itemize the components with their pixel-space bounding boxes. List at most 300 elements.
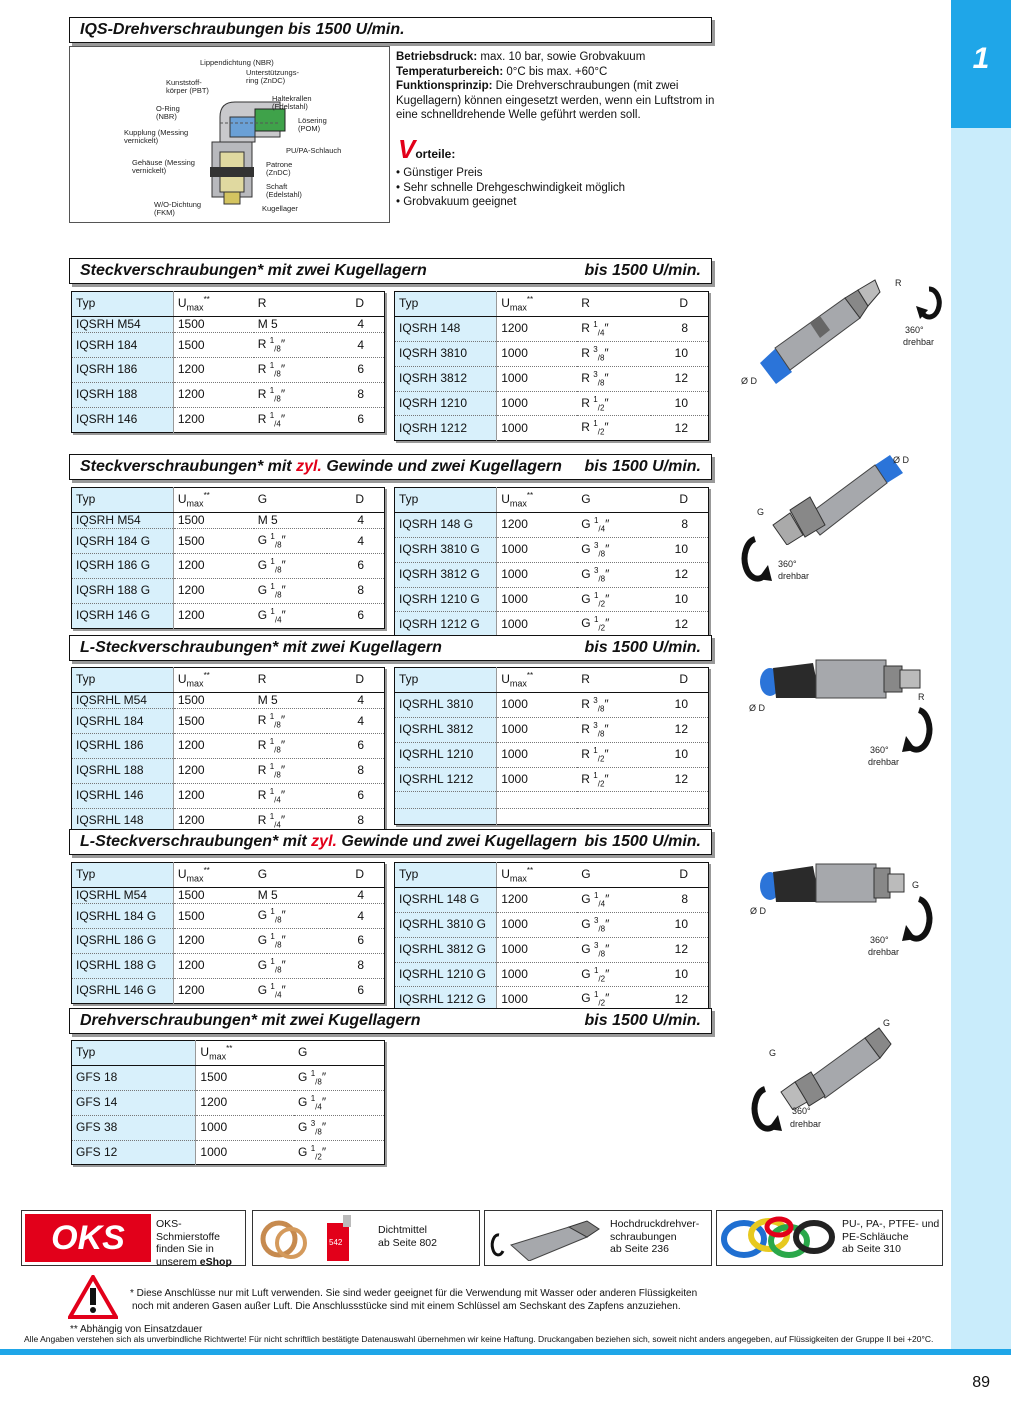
section-title: L-Steckverschraubungen* mit zyl. Gewinde und zwei Kugellagern xyxy=(80,833,577,850)
table-cell: M 5 xyxy=(254,512,328,529)
table-row xyxy=(72,929,385,954)
table-header-row xyxy=(395,668,709,693)
spec-funktion: Funktionsprinzip: Die Drehverschraubungen (mit zwei Kugellagern) können eingesetzt werden, wenn ein Luftstrom in eine schnelldrehende Welle geführt werden soll. xyxy=(396,80,715,121)
table-row xyxy=(72,604,385,629)
table-cell: G $^1_{/4}$″ xyxy=(577,887,651,912)
intro-header xyxy=(69,17,712,43)
table-cell: 1500 xyxy=(173,904,253,929)
column-header: D xyxy=(651,863,708,888)
table-cell xyxy=(651,792,708,809)
table-cell: G $^1_{/2}$″ xyxy=(577,612,651,637)
table-cell: 8 xyxy=(327,383,384,408)
table-row xyxy=(395,366,709,391)
table-cell: R $^1_{/4}$″ xyxy=(254,784,328,809)
table-row xyxy=(72,1065,385,1090)
table-row xyxy=(395,887,709,912)
table-cell: G $^3_{/8}$″ xyxy=(577,937,651,962)
table-cell: 6 xyxy=(327,979,384,1004)
table-cell: 1200 xyxy=(173,604,253,629)
table-cell: IQSRHL 188 xyxy=(72,759,174,784)
spec-table xyxy=(71,291,385,433)
table-cell: 6 xyxy=(327,358,384,383)
table-row xyxy=(72,358,385,383)
table-cell xyxy=(395,792,497,809)
label-schaft: Schaft (Edelstahl) xyxy=(266,182,302,199)
table-cell: R $^3_{/8}$″ xyxy=(577,341,651,366)
table-row xyxy=(72,512,385,529)
table-cell: 1000 xyxy=(497,767,578,792)
thread-label: G xyxy=(769,1048,777,1058)
table-cell: 1000 xyxy=(497,742,578,767)
table-cell: 12 xyxy=(651,767,708,792)
hochdruck-image xyxy=(489,1215,604,1261)
table-cell: GFS 18 xyxy=(72,1065,196,1090)
table-cell: 6 xyxy=(327,604,384,629)
column-header: Typ xyxy=(395,488,497,513)
table-row xyxy=(395,537,709,562)
table-row xyxy=(72,316,385,333)
ad-oks[interactable] xyxy=(21,1210,246,1266)
column-header: Typ xyxy=(72,863,174,888)
ad-text: Hochdruckdrehver- schraubungen ab Seite 236 xyxy=(610,1218,700,1255)
column-header: G xyxy=(577,863,651,888)
column-header: R xyxy=(577,292,651,317)
column-header: $U_{max}^{**}$ xyxy=(196,1041,294,1066)
table-row xyxy=(395,717,709,742)
column-header: R xyxy=(577,668,651,693)
table-cell: 8 xyxy=(651,887,708,912)
column-header: R xyxy=(254,668,328,693)
table-row xyxy=(72,784,385,809)
warning-icon xyxy=(68,1275,118,1319)
table-cell: 12 xyxy=(651,717,708,742)
table-cell: G $^1_{/8}$″ xyxy=(254,929,328,954)
spec-betriebsdruck: Betriebsdruck: max. 10 bar, sowie Grobvakuum xyxy=(396,51,646,63)
rotate-label: 360° xyxy=(905,325,924,335)
table-cell: IQSRH 146 G xyxy=(72,604,174,629)
table-cell: 1200 xyxy=(173,979,253,1004)
table-header-row xyxy=(72,1041,385,1066)
rotate-label: 360° xyxy=(870,745,889,755)
table-cell: IQSRHL 184 xyxy=(72,709,174,734)
table-cell: 6 xyxy=(327,929,384,954)
label-gehaeuse: Gehäuse (Messing vernickelt) xyxy=(132,158,195,175)
table-cell: 1500 xyxy=(173,333,253,358)
table-cell: G $^1_{/8}$″ xyxy=(254,904,328,929)
table-cell: 1500 xyxy=(173,692,253,709)
column-header: D xyxy=(651,488,708,513)
table-cell: 1200 xyxy=(196,1090,294,1115)
table-cell: IQSRH 184 G xyxy=(72,529,174,554)
table-cell: GFS 12 xyxy=(72,1140,196,1165)
product-image-elbow-g xyxy=(758,850,908,910)
table-cell: IQSRH 186 G xyxy=(72,554,174,579)
rotate-icon xyxy=(738,535,772,585)
table-cell: R $^3_{/8}$″ xyxy=(577,366,651,391)
table-cell: IQSRH M54 xyxy=(72,316,174,333)
diameter-label: Ø D xyxy=(750,906,767,916)
thread-label: G xyxy=(883,1018,891,1028)
diameter-label: Ø D xyxy=(749,703,766,713)
table-cell: IQSRH 188 G xyxy=(72,579,174,604)
table-cell: 10 xyxy=(651,742,708,767)
column-header: $U_{max}^{**}$ xyxy=(173,863,253,888)
table-cell: 6 xyxy=(327,784,384,809)
table-cell: 1000 xyxy=(497,416,578,441)
section-header xyxy=(69,829,712,855)
column-header: Typ xyxy=(395,292,497,317)
table-row xyxy=(395,391,709,416)
rotate-label: drehbar xyxy=(778,571,810,581)
section-header xyxy=(69,454,712,480)
section-speed: bis 1500 U/min. xyxy=(584,639,701,656)
table-cell: 12 xyxy=(651,937,708,962)
thread-label: R xyxy=(918,692,925,702)
table-row xyxy=(72,709,385,734)
table-cell: IQSRH 186 xyxy=(72,358,174,383)
table-cell xyxy=(497,808,578,825)
table-cell: IQSRH 3812 xyxy=(395,366,497,391)
column-header: G xyxy=(294,1041,384,1066)
table-cell: 4 xyxy=(327,512,384,529)
table-cell: 1000 xyxy=(497,717,578,742)
table-cell: 4 xyxy=(327,904,384,929)
ad-hochdruck[interactable] xyxy=(484,1210,712,1266)
ad-text: Dichtmittel ab Seite 802 xyxy=(378,1224,437,1249)
rotate-label: 360° xyxy=(792,1106,811,1116)
rotate-label: 360° xyxy=(870,935,889,945)
table-cell xyxy=(651,808,708,825)
table-cell: R $^1_{/8}$″ xyxy=(254,709,328,734)
table-cell: R $^1_{/8}$″ xyxy=(254,333,328,358)
section-speed: bis 1500 U/min. xyxy=(584,262,701,279)
table-cell: IQSRHL 3812 G xyxy=(395,937,497,962)
table-row xyxy=(395,692,709,717)
spec-table xyxy=(394,291,709,441)
warning-text: * Diese Anschlüsse nur mit Luft verwenden. Sie sind weder geeignet für die Verwendung mit Wasser oder anderen Flüssigkeiten noch mit anderen Gasen außer Luft. Die Anschlussstücke sind mit einem Schlüssel am Sechskant des Zapfens anzuziehen. xyxy=(130,1288,698,1312)
label-loesering: Lösering (POM) xyxy=(298,116,327,133)
table-cell: IQSRHL 186 G xyxy=(72,929,174,954)
footnote: ** Abhängig von Einsatzdauer xyxy=(70,1324,203,1335)
vorteil-item: • Sehr schnelle Drehgeschwindigkeit möglich xyxy=(396,181,626,194)
column-header: Typ xyxy=(72,1041,196,1066)
column-header: $U_{max}^{**}$ xyxy=(497,863,578,888)
table-cell: 1200 xyxy=(173,358,253,383)
table-cell: 1200 xyxy=(497,512,578,537)
table-cell: 10 xyxy=(651,537,708,562)
table-cell: 4 xyxy=(327,709,384,734)
label-kupplung: Kupplung (Messing vernickelt) xyxy=(124,128,189,145)
table-cell: G $^1_{/8}$″ xyxy=(254,579,328,604)
label-wo-dichtung: W/O-Dichtung (FKM) xyxy=(154,200,202,217)
table-row xyxy=(72,333,385,358)
table-cell: IQSRH 148 G xyxy=(395,512,497,537)
table-cell: M 5 xyxy=(254,316,328,333)
product-image-straight xyxy=(750,278,890,388)
label-o-ring: O-Ring (NBR) xyxy=(156,104,180,121)
spec-table xyxy=(394,667,709,825)
table-cell: 1000 xyxy=(497,692,578,717)
table-cell: 1000 xyxy=(497,341,578,366)
column-header: D xyxy=(327,863,384,888)
table-cell: G $^1_{/8}$″ xyxy=(254,529,328,554)
table-cell: R $^1_{/8}$″ xyxy=(254,383,328,408)
rotate-label: drehbar xyxy=(903,337,935,347)
table-row xyxy=(72,954,385,979)
table-cell: R $^1_{/8}$″ xyxy=(254,734,328,759)
table-cell: IQSRH 184 xyxy=(72,333,174,358)
table-row xyxy=(72,1115,385,1140)
label-schlauch: PU/PA-Schlauch xyxy=(286,146,342,155)
table-row xyxy=(395,808,709,825)
ad-text: OKS-Schmierstoffe finden Sie in unserem eShop xyxy=(156,1218,232,1268)
table-cell: 1200 xyxy=(173,808,253,833)
table-cell: 1200 xyxy=(173,784,253,809)
section-title: L-Steckverschraubungen* mit zwei Kugellagern xyxy=(80,639,442,656)
table-cell: G $^3_{/8}$″ xyxy=(577,537,651,562)
spec-temperatur: Temperaturbereich: 0°C bis max. +60°C xyxy=(396,65,608,78)
table-cell: R $^1_{/2}$″ xyxy=(577,391,651,416)
table-cell: R $^3_{/8}$″ xyxy=(577,692,651,717)
table-cell: 8 xyxy=(327,808,384,833)
table-cell: 12 xyxy=(651,366,708,391)
section-title: Drehverschraubungen* mit zwei Kugellagern xyxy=(80,1012,421,1029)
table-cell xyxy=(577,808,651,825)
table-row xyxy=(72,887,385,904)
table-cell: 12 xyxy=(651,416,708,441)
rotate-icon xyxy=(902,706,936,756)
column-header: $U_{max}^{**}$ xyxy=(497,488,578,513)
label-patrone: Patrone (ZnDC) xyxy=(266,160,293,177)
bottom-bar xyxy=(0,1349,1011,1355)
spec-table xyxy=(71,862,385,1004)
table-cell xyxy=(395,808,497,825)
vorteil-item: • Grobvakuum geeignet xyxy=(396,196,517,208)
table-header-row xyxy=(72,863,385,888)
table-cell: 1200 xyxy=(173,929,253,954)
table-cell: 1000 xyxy=(497,587,578,612)
table-cell: IQSRH 3812 G xyxy=(395,562,497,587)
table-cell: 4 xyxy=(327,333,384,358)
column-header: D xyxy=(651,668,708,693)
table-cell: 12 xyxy=(651,612,708,637)
rotate-icon xyxy=(916,286,942,322)
spec-table xyxy=(71,487,385,629)
product-image-straight-g xyxy=(765,455,905,545)
table-cell: R $^1_{/4}$″ xyxy=(254,808,328,833)
table-row xyxy=(72,383,385,408)
table-row xyxy=(72,1090,385,1115)
column-header: $U_{max}^{**}$ xyxy=(497,668,578,693)
table-cell: 1200 xyxy=(497,887,578,912)
column-header: $U_{max}^{**}$ xyxy=(497,292,578,317)
label-lippendichtung: Lippendichtung (NBR) xyxy=(200,58,274,67)
table-cell: 10 xyxy=(651,962,708,987)
table-cell: IQSRHL 1210 G xyxy=(395,962,497,987)
table-row xyxy=(395,937,709,962)
section-title: Steckverschraubungen* mit zyl. Gewinde und zwei Kugellagern xyxy=(80,458,562,475)
column-header: Typ xyxy=(72,668,174,693)
table-cell: G $^1_{/2}$″ xyxy=(577,962,651,987)
table-cell: IQSRHL 148 G xyxy=(395,887,497,912)
table-cell: IQSRH 1210 G xyxy=(395,587,497,612)
table-cell: R $^1_{/8}$″ xyxy=(254,759,328,784)
hoses-image xyxy=(719,1213,839,1263)
ad-dichtmittel[interactable] xyxy=(252,1210,480,1266)
column-header: Typ xyxy=(395,863,497,888)
label-kunststoffkoerper: Kunststoff-körper (PBT) xyxy=(166,78,209,95)
table-header-row xyxy=(72,292,385,317)
diameter-label: Ø D xyxy=(893,455,910,465)
column-header: D xyxy=(327,488,384,513)
table-cell: IQSRHL 184 G xyxy=(72,904,174,929)
thread-label: G xyxy=(757,507,765,517)
table-cell: 1000 xyxy=(497,391,578,416)
table-cell: 1000 xyxy=(497,612,578,637)
table-cell: G $^1_{/8}$″ xyxy=(294,1065,384,1090)
table-cell: 10 xyxy=(651,587,708,612)
table-header-row xyxy=(395,292,709,317)
table-row xyxy=(72,979,385,1004)
table-cell: 10 xyxy=(651,692,708,717)
spec-table xyxy=(71,667,385,834)
table-cell: 1000 xyxy=(497,537,578,562)
table-cell: IQSRH 148 xyxy=(395,316,497,341)
table-cell: IQSRH 188 xyxy=(72,383,174,408)
label-unterstuetzungsring: Unterstützungs-ring (ZnDC) xyxy=(246,68,299,85)
column-header: $U_{max}^{**}$ xyxy=(173,488,253,513)
rotate-label: drehbar xyxy=(868,757,900,767)
table-cell: G $^1_{/4}$″ xyxy=(577,512,651,537)
table-cell: IQSRH M54 xyxy=(72,512,174,529)
table-cell: 1000 xyxy=(497,937,578,962)
table-cell: 1200 xyxy=(173,554,253,579)
table-cell: IQSRHL M54 xyxy=(72,692,174,709)
vorteile-heading: Vorteile: xyxy=(398,134,456,164)
thread-label: R xyxy=(895,278,902,288)
table-cell: 6 xyxy=(327,734,384,759)
table-row xyxy=(395,792,709,809)
table-row xyxy=(72,759,385,784)
section-speed: bis 1500 U/min. xyxy=(584,1012,701,1029)
column-header: $U_{max}^{**}$ xyxy=(173,668,253,693)
tube-label: 542 xyxy=(329,1238,343,1247)
table-cell: IQSRHL 1212 xyxy=(395,767,497,792)
table-cell: 1500 xyxy=(173,316,253,333)
section-speed: bis 1500 U/min. xyxy=(584,833,701,850)
table-cell: IQSRH 3810 xyxy=(395,341,497,366)
rotate-label: 360° xyxy=(778,559,797,569)
table-header-row xyxy=(72,668,385,693)
table-cell: IQSRH 146 xyxy=(72,408,174,433)
table-cell: 4 xyxy=(327,316,384,333)
table-cell: 1200 xyxy=(173,408,253,433)
product-image-elbow xyxy=(758,648,923,708)
table-header-row xyxy=(72,488,385,513)
table-row xyxy=(395,612,709,637)
table-row xyxy=(395,341,709,366)
table-cell: 8 xyxy=(651,512,708,537)
cutaway-drawing xyxy=(70,47,389,222)
table-row xyxy=(395,562,709,587)
table-cell: 1000 xyxy=(497,366,578,391)
table-row xyxy=(395,512,709,537)
table-cell xyxy=(577,792,651,809)
column-header: G xyxy=(577,488,651,513)
table-cell: 1500 xyxy=(173,512,253,529)
ad-schlaeuche[interactable] xyxy=(716,1210,943,1266)
table-cell: 4 xyxy=(327,887,384,904)
page-number: 89 xyxy=(972,1374,990,1391)
column-header: D xyxy=(651,292,708,317)
rotate-label: drehbar xyxy=(790,1119,822,1129)
column-header: R xyxy=(254,292,328,317)
table-cell: 1500 xyxy=(173,709,253,734)
table-cell: 6 xyxy=(327,408,384,433)
table-cell: 1500 xyxy=(173,529,253,554)
table-row xyxy=(395,316,709,341)
table-cell: IQSRHL 3810 xyxy=(395,692,497,717)
disclaimer: Alle Angaben verstehen sich als unverbindliche Richtwerte! Für nicht schriftlich bestätigte Datenauswahl übernehmen wir keine Haftung. Druckangaben beziehen sich, soweit nicht anders angegeben, auf Flüssigkeiten der Gruppe II bei +20°C. xyxy=(24,1334,934,1344)
rotate-icon xyxy=(748,1085,782,1135)
column-header: D xyxy=(327,668,384,693)
table-cell: IQSRHL 1212 G xyxy=(395,987,497,1012)
table-cell: M 5 xyxy=(254,692,328,709)
table-cell: 1000 xyxy=(497,962,578,987)
table-cell: IQSRHL M54 xyxy=(72,887,174,904)
table-row xyxy=(395,742,709,767)
section-title: Steckverschraubungen* mit zwei Kugellagern xyxy=(80,262,427,279)
table-cell: G $^1_{/4}$″ xyxy=(294,1090,384,1115)
table-cell: IQSRHL 146 xyxy=(72,784,174,809)
table-cell: 1000 xyxy=(196,1140,294,1165)
table-cell: 1500 xyxy=(196,1065,294,1090)
table-cell: IQSRH 1212 G xyxy=(395,612,497,637)
table-cell: 1200 xyxy=(497,316,578,341)
label-haltekrallen: Haltekrallen (Edelstahl) xyxy=(272,94,312,111)
table-cell: IQSRHL 186 xyxy=(72,734,174,759)
table-cell: 1200 xyxy=(173,383,253,408)
table-cell: R $^1_{/8}$″ xyxy=(254,358,328,383)
table-cell: 6 xyxy=(327,554,384,579)
table-cell: 8 xyxy=(327,954,384,979)
table-cell: G $^1_{/2}$″ xyxy=(577,987,651,1012)
table-cell: G $^1_{/8}$″ xyxy=(254,954,328,979)
column-header: G xyxy=(254,488,328,513)
ad-text: PU-, PA-, PTFE- und PE-Schläuche ab Seite 310 xyxy=(842,1218,940,1255)
table-cell: 4 xyxy=(327,692,384,709)
table-cell: R $^1_{/2}$″ xyxy=(577,742,651,767)
table-cell: R $^1_{/2}$″ xyxy=(577,767,651,792)
table-cell: G $^1_{/2}$″ xyxy=(294,1140,384,1165)
column-header: Typ xyxy=(72,488,174,513)
table-cell: G $^3_{/8}$″ xyxy=(294,1115,384,1140)
table-row xyxy=(395,767,709,792)
table-cell: GFS 14 xyxy=(72,1090,196,1115)
table-cell: 8 xyxy=(651,316,708,341)
rotate-icon xyxy=(902,895,936,945)
table-row xyxy=(72,408,385,433)
chapter-tab: 1 xyxy=(951,0,1011,128)
table-row xyxy=(395,587,709,612)
section-header xyxy=(69,635,712,661)
column-header: Typ xyxy=(395,668,497,693)
table-cell: 8 xyxy=(327,579,384,604)
table-cell: 4 xyxy=(327,529,384,554)
table-cell: 1000 xyxy=(497,562,578,587)
intro-title: IQS-Drehverschraubungen bis 1500 U/min. xyxy=(80,21,405,38)
table-row xyxy=(72,734,385,759)
